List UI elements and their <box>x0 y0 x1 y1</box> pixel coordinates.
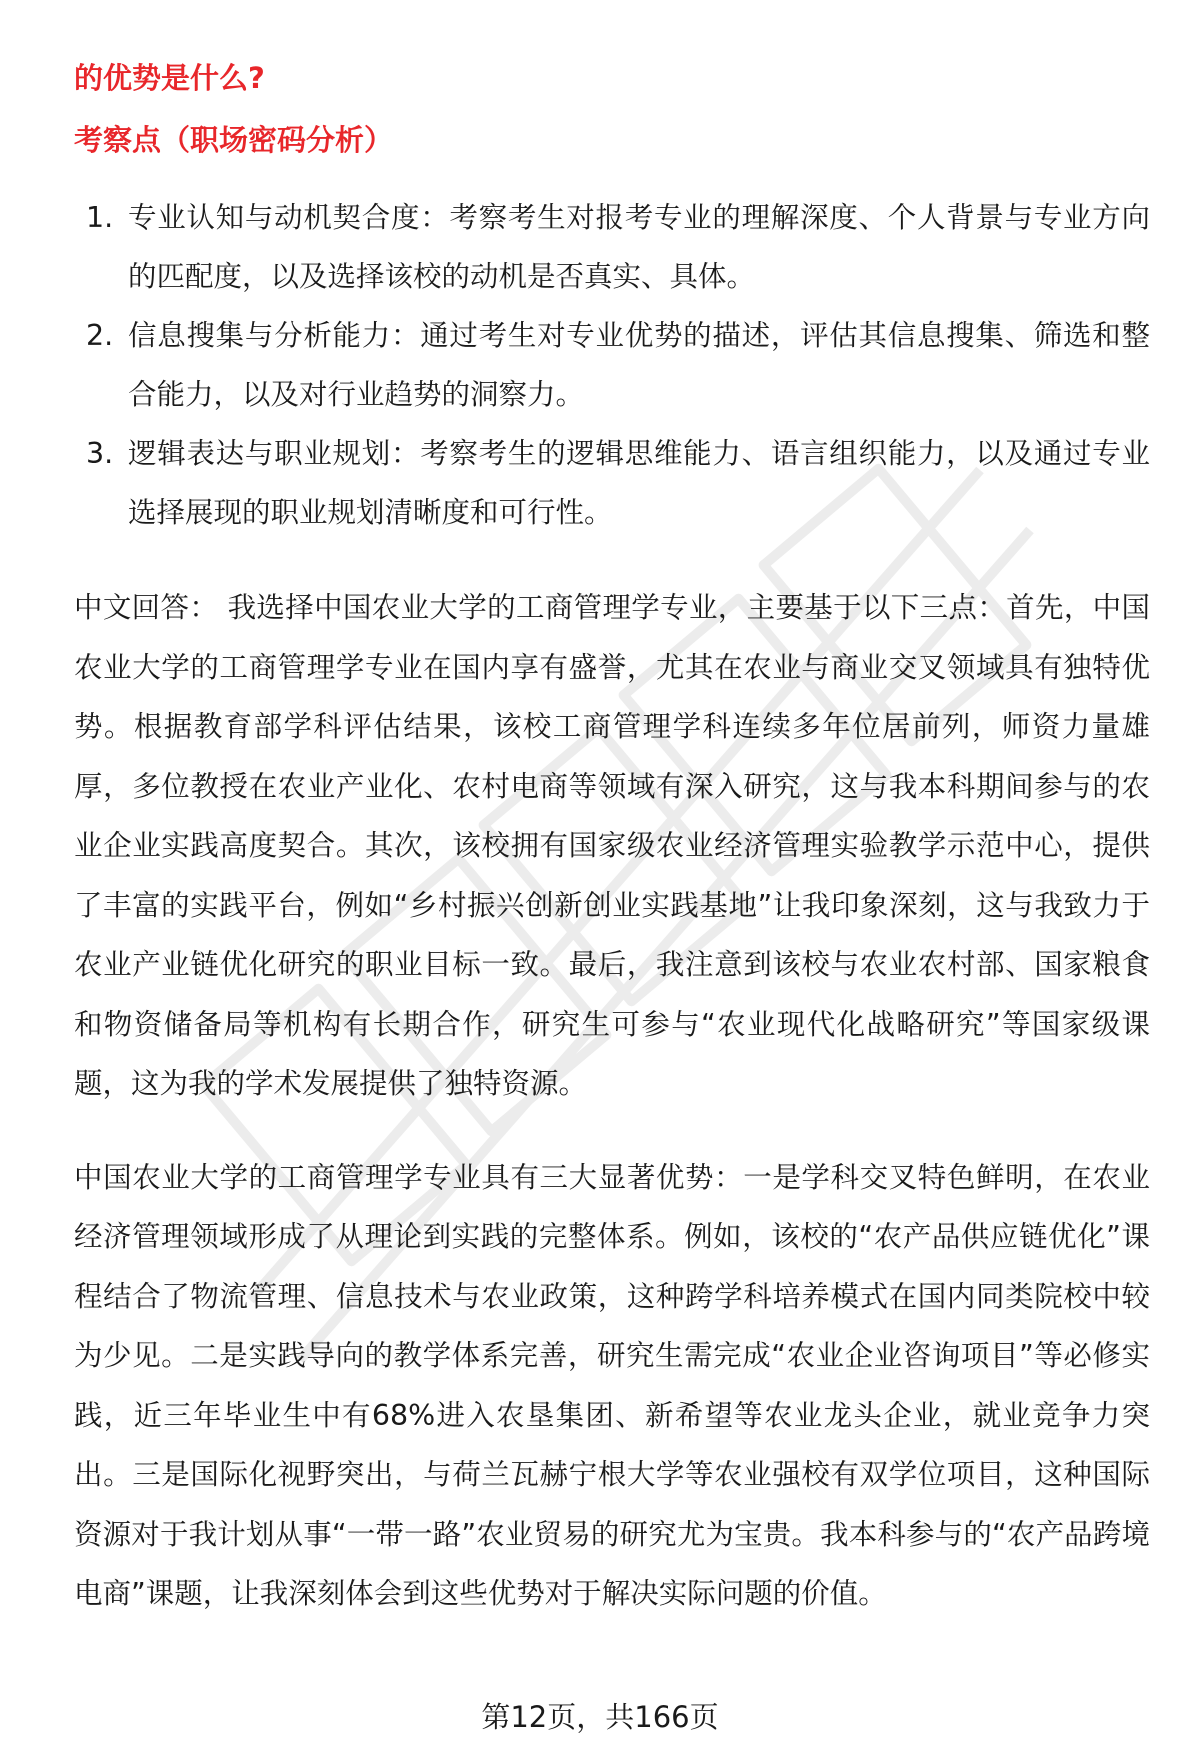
analysis-heading: 考察点（职场密码分析） <box>74 123 394 157</box>
advantages-paragraph: 中国农业大学的工商管理学专业具有三大显著优势：一是学科交叉特色鲜明，在农业经济管理领域形成了从理论到实践的完整体系。例如，该校的“农产品供应链优化”课程结合了物流管理、信息技术与农业政策，这种跨学科培养模式在国内同类院校中较为少见。二是实践导向的教学体系完善，研究生需完成“农业企业咨询项目”等必修实践，近三年毕业生中有68%进入农垦集团、新希望等农业龙头企业，就业竞争力突出。三是国际化视野突出，与荷兰瓦赫宁根大学等农业强校有双学位项目，这种国际资源对于我计划从事“一带一路”农业贸易的研究尤为宝贵。我本科参与的“农产品跨境电商”课题，让我深刻体会到这些优势对于解决实际问题的价值。 <box>74 1160 1150 1610</box>
answer-paragraph: 中文回答： 我选择中国农业大学的工商管理学专业，主要基于以下三点：首先，中国农业大学的工商管理学专业在国内享有盛誉，尤其在农业与商业交叉领域具有独特优势。根据教育部学科评估结果，该校工商管理学科连续多年位居前列，师资力量雄厚，多位教授在农业产业化、农村电商等领域有深入研究，这与我本科期间参与的农业企业实践高度契合。其次，该校拥有国家级农业经济管理实验教学示范中心，提供了丰富的实践平台，例如“乡村振兴创新创业实践基地”让我印象深刻，这与我致力于农业产业链优化研究的职业目标一致。最后，我注意到该校与农业农村部、国家粮食和物资储备局等机构有长期合作，研究生可参与“农业现代化战略研究”等国家级课题，这为我的学术发展提供了独特资源。 <box>74 591 1150 1100</box>
list-item-number: 2. <box>86 319 114 352</box>
list-item-text: 逻辑表达与职业规划：考察考生的逻辑思维能力、语言组织能力，以及通过专业选择展现的职业规划清晰度和可行性。 <box>128 437 1150 529</box>
list-item <box>74 188 1150 306</box>
page-number: 第12页，共166页 <box>481 1700 719 1734</box>
list-item <box>74 306 1150 424</box>
list-item-text: 信息搜集与分析能力：通过考生对专业优势的描述，评估其信息搜集、筛选和整合能力，以及对行业趋势的洞察力。 <box>128 319 1150 411</box>
analysis-points-list <box>74 188 1150 542</box>
list-item-number: 3. <box>86 437 114 470</box>
question-heading: 的优势是什么? <box>74 61 265 95</box>
page-content <box>74 58 1150 1624</box>
list-item-text: 专业认知与动机契合度：考察考生对报考专业的理解深度、个人背景与专业方向的匹配度，以及选择该校的动机是否真实、具体。 <box>128 201 1150 293</box>
list-item <box>74 424 1150 542</box>
list-item-number: 1. <box>86 201 114 234</box>
